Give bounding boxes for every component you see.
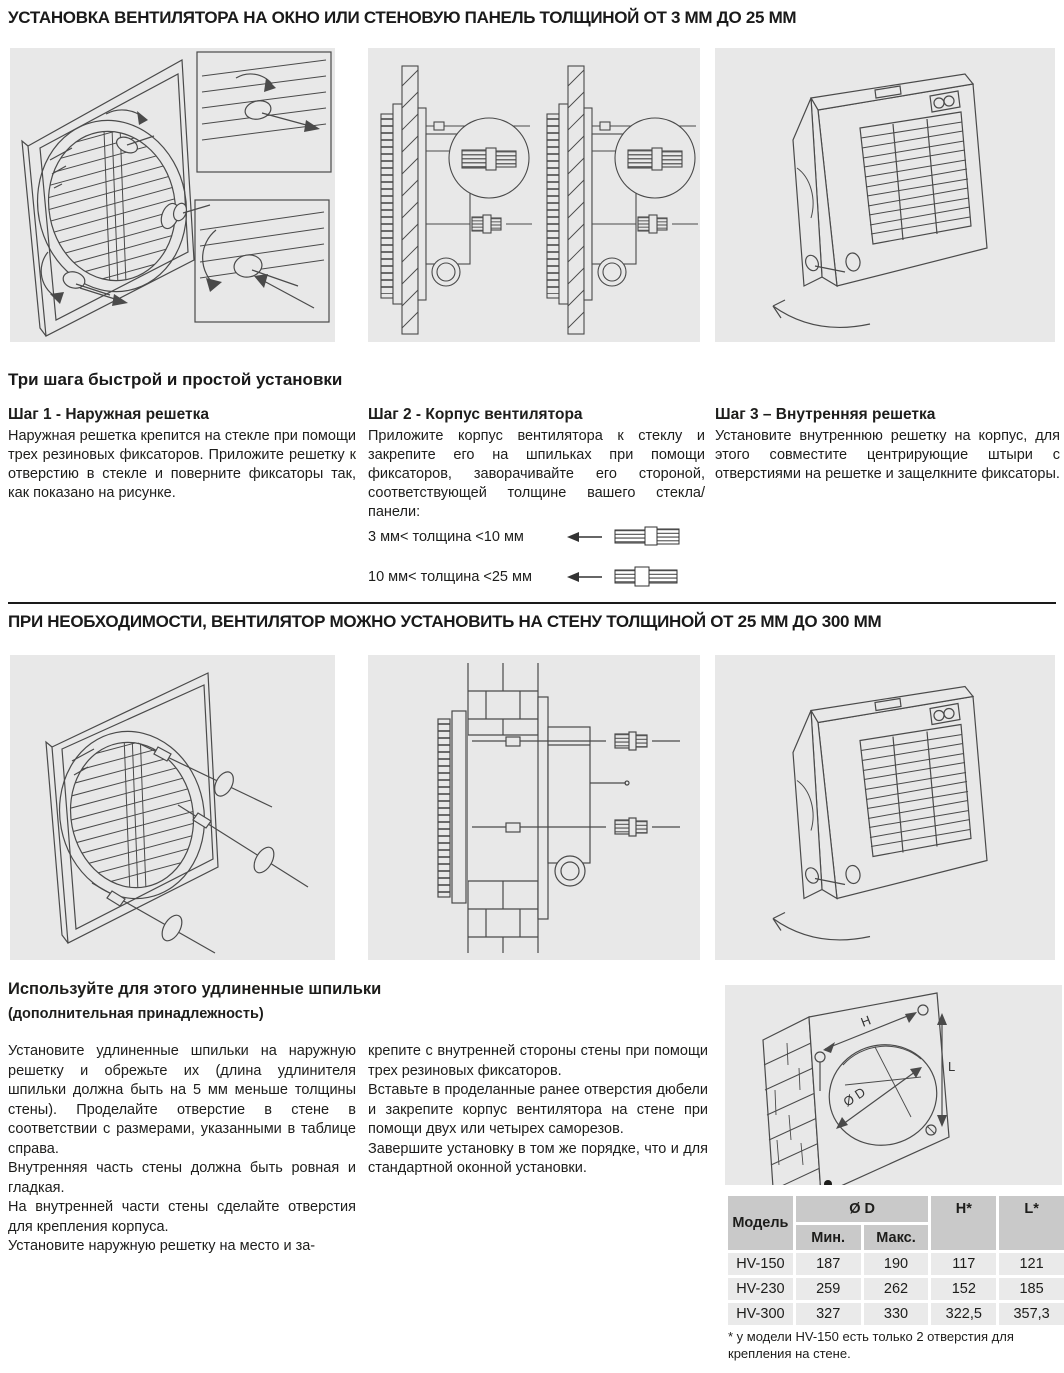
grille-studs-drawing <box>10 655 335 960</box>
table-cell: 262 <box>864 1278 929 1300</box>
table-header-max: Макс. <box>864 1225 929 1250</box>
table-cell-model: HV-230 <box>728 1278 793 1300</box>
step-1-title: Шаг 1 - Наружная решетка <box>8 406 209 423</box>
wall-cross-section-drawing <box>368 655 700 960</box>
wall-dimensions-drawing <box>725 985 1062 1185</box>
assembled-fan-drawing <box>715 48 1055 342</box>
step-3-body: Установите внутреннюю решетку на корпус, для этого совместите центрирующие штыри с отверстиями на решетке и защелкните фиксаторы. <box>715 428 1060 482</box>
table-header-min: Мин. <box>796 1225 861 1250</box>
paragraph: Внутренняя часть стены должна быть ровная и гладкая. <box>8 1160 356 1196</box>
thickness-option-1-label: 3 мм< толщина <10 мм <box>368 529 524 545</box>
table-cell: 152 <box>931 1278 996 1300</box>
step-2 <box>368 406 705 522</box>
illustration-outer-grille-fixators <box>10 48 335 342</box>
table-cell-model: HV-150 <box>728 1253 793 1275</box>
paragraph: крепите с внутренней стороны стены при помощи трех резиновых фиксаторов. <box>368 1043 708 1079</box>
paragraph: Завершите установку в том же порядке, что и для стандартной оконной установки. <box>368 1140 708 1176</box>
table-cell-model: HV-300 <box>728 1303 793 1325</box>
fixator-thin-icon <box>614 525 680 549</box>
thickness-option-1 <box>368 524 680 550</box>
table-cell: 357,3 <box>999 1303 1064 1325</box>
paragraph: На внутренней части стены сделайте отверстия для крепления корпуса. <box>8 1199 356 1235</box>
table-cell: 187 <box>796 1253 861 1275</box>
table-header-model: Модель <box>728 1196 793 1250</box>
outer-grille-drawing <box>10 48 335 342</box>
dimension-label-h: H <box>858 1012 873 1030</box>
paragraph: Установите удлиненные шпильки на наружную решетку и обрежьте их (длина удлинителя шпильки должна быть на 5 мм меньше толщины стены). Проделайте отверстие в стене в соответствии с размерами, указанными в таблице справа. <box>8 1043 356 1157</box>
illustration-wall-dimensions <box>725 985 1062 1185</box>
step-2-title: Шаг 2 - Корпус вентилятора <box>368 406 583 423</box>
illustration-assembled-fan-wall <box>715 655 1055 960</box>
table-cell: 259 <box>796 1278 861 1300</box>
table-cell: 190 <box>864 1253 929 1275</box>
step-2-body: Приложите корпус вентилятора к стеклу и закрепите его на шпильках при помощи фиксаторов, заворачивайте его стороной, соответствующей толщине вашего стекла/панели: <box>368 428 705 520</box>
table-cell: 185 <box>999 1278 1064 1300</box>
step-3 <box>715 406 1060 484</box>
step-3-title: Шаг 3 – Внутренняя решетка <box>715 406 936 423</box>
dimension-label-l: L <box>948 1059 956 1074</box>
table-footnote: * у модели HV-150 есть только 2 отверстия для крепления на стене. <box>728 1329 1014 1361</box>
step-1 <box>8 406 356 503</box>
table-cell: 121 <box>999 1253 1064 1275</box>
table-header-od: Ø D <box>796 1196 929 1222</box>
section1-subheading: Три шага быстрой и простой установки <box>8 370 343 389</box>
fixator-thick-icon <box>614 565 680 589</box>
cross-section-drawing <box>368 48 700 342</box>
section1-heading: УСТАНОВКА ВЕНТИЛЯТОРА НА ОКНО ИЛИ СТЕНОВУЮ ПАНЕЛЬ ТОЛЩИНОЙ ОТ 3 ММ ДО 25 ММ <box>8 8 797 27</box>
illustration-assembled-fan <box>715 48 1055 342</box>
dimensions-table <box>728 1196 1064 1325</box>
section2-column-1 <box>8 1042 356 1257</box>
section2-subheading: Используйте для этого удлиненные шпильки <box>8 980 382 998</box>
left-arrow-icon <box>566 530 604 544</box>
table-cell: 117 <box>931 1253 996 1275</box>
table-cell: 330 <box>864 1303 929 1325</box>
step-1-body: Наружная решетка крепится на стекле при помощи трех резиновых фиксаторов. Приложите решетку к отверстию в стекле и поверните фиксаторы так, как показано на рисунке. <box>8 428 356 501</box>
thickness-option-2-label: 10 мм< толщина <25 мм <box>368 569 532 585</box>
illustration-wall-mount-cross-section <box>368 655 700 960</box>
table-header-l: L* <box>999 1196 1064 1250</box>
section2-heading: ПРИ НЕОБХОДИМОСТИ, ВЕНТИЛЯТОР МОЖНО УСТАНОВИТЬ НА СТЕНУ ТОЛЩИНОЙ ОТ 25 ММ ДО 300 ММ <box>8 612 882 631</box>
illustration-body-mount-cross-section <box>368 48 700 342</box>
dimension-label-d: Ø D <box>840 1084 869 1110</box>
section2-subheading-note: (дополнительная принадлежность) <box>8 1006 264 1022</box>
table-cell: 327 <box>796 1303 861 1325</box>
table-header-h: H* <box>931 1196 996 1250</box>
paragraph: Вставьте в проделанные ранее отверстия дюбели и закрепите корпус вентилятора на стене при помощи двух или четырех саморезов. <box>368 1082 708 1137</box>
section2-column-2 <box>368 1042 708 1179</box>
illustration-grille-long-studs <box>10 655 335 960</box>
assembled-fan-drawing-2 <box>715 655 1055 960</box>
paragraph: Установите наружную решетку на место и за- <box>8 1238 316 1254</box>
table-cell: 322,5 <box>931 1303 996 1325</box>
thickness-option-2 <box>368 564 680 590</box>
section-divider <box>8 602 1056 604</box>
left-arrow-icon <box>566 570 604 584</box>
